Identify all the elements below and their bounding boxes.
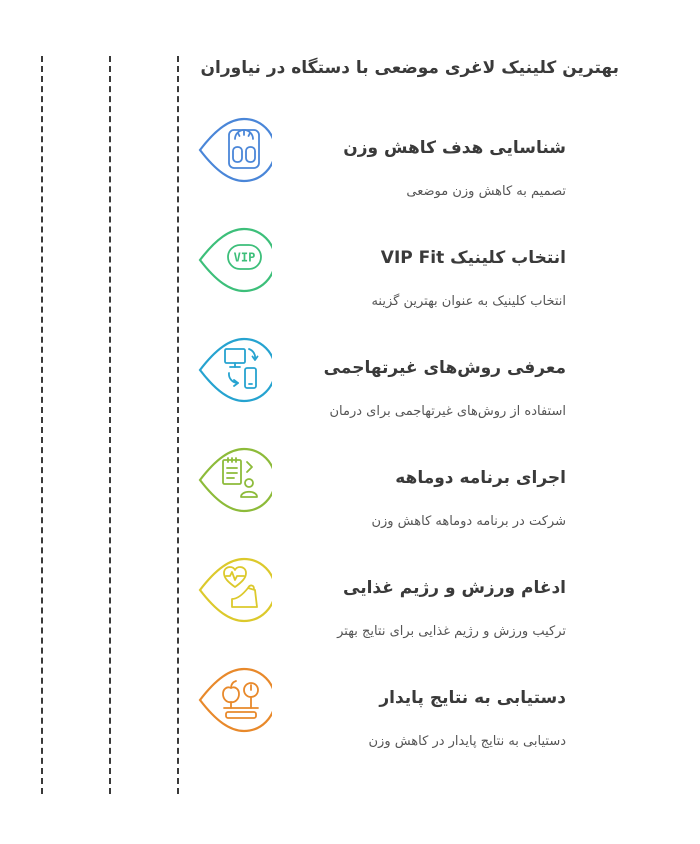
apple-scale-icon — [192, 665, 272, 735]
step-2-title-latin: VIP Fit — [380, 248, 445, 268]
step-2-title-prefix: انتخاب کلینیک — [450, 248, 566, 268]
step-4-desc: شرکت در برنامه دوماهه کاهش وزن — [371, 514, 566, 529]
step-6 — [0, 665, 700, 765]
checklist-person-icon — [192, 445, 272, 515]
step-1-desc: تصمیم به کاهش وزن موضعی — [406, 184, 566, 199]
step-3 — [0, 335, 700, 435]
step-1-title: شناسایی هدف کاهش وزن — [343, 138, 566, 158]
step-6-desc: دستیابی به نتایج پایدار در کاهش وزن — [368, 734, 566, 749]
step-4-title: اجرای برنامه دوماهه — [395, 468, 566, 488]
step-5 — [0, 555, 700, 655]
heart-arm-icon — [192, 555, 272, 625]
step-4 — [0, 445, 700, 545]
step-3-title: معرفی روش‌های غیرتهاجمی — [323, 358, 566, 378]
vip-badge-text: VIP — [233, 250, 256, 265]
devices-sync-icon — [192, 335, 272, 405]
step-6-title: دستیابی به نتایج پایدار — [379, 688, 566, 708]
step-2 — [0, 225, 700, 325]
step-2-title — [316, 248, 566, 268]
page-title: بهترین کلینیک لاغری موضعی با دستگاه در نیاوران — [200, 58, 619, 78]
step-3-desc: استفاده از روش‌های غیرتهاجمی برای درمان — [329, 404, 566, 419]
vip-badge-icon — [192, 225, 272, 295]
step-1 — [0, 115, 700, 215]
step-5-title: ادغام ورزش و رژیم غذایی — [343, 578, 566, 598]
scale-icon — [192, 115, 272, 185]
step-5-desc: ترکیب ورزش و رژیم غذایی برای نتایج بهتر — [337, 624, 566, 639]
step-2-desc: انتخاب کلینیک به عنوان بهترین گزینه — [371, 294, 566, 309]
